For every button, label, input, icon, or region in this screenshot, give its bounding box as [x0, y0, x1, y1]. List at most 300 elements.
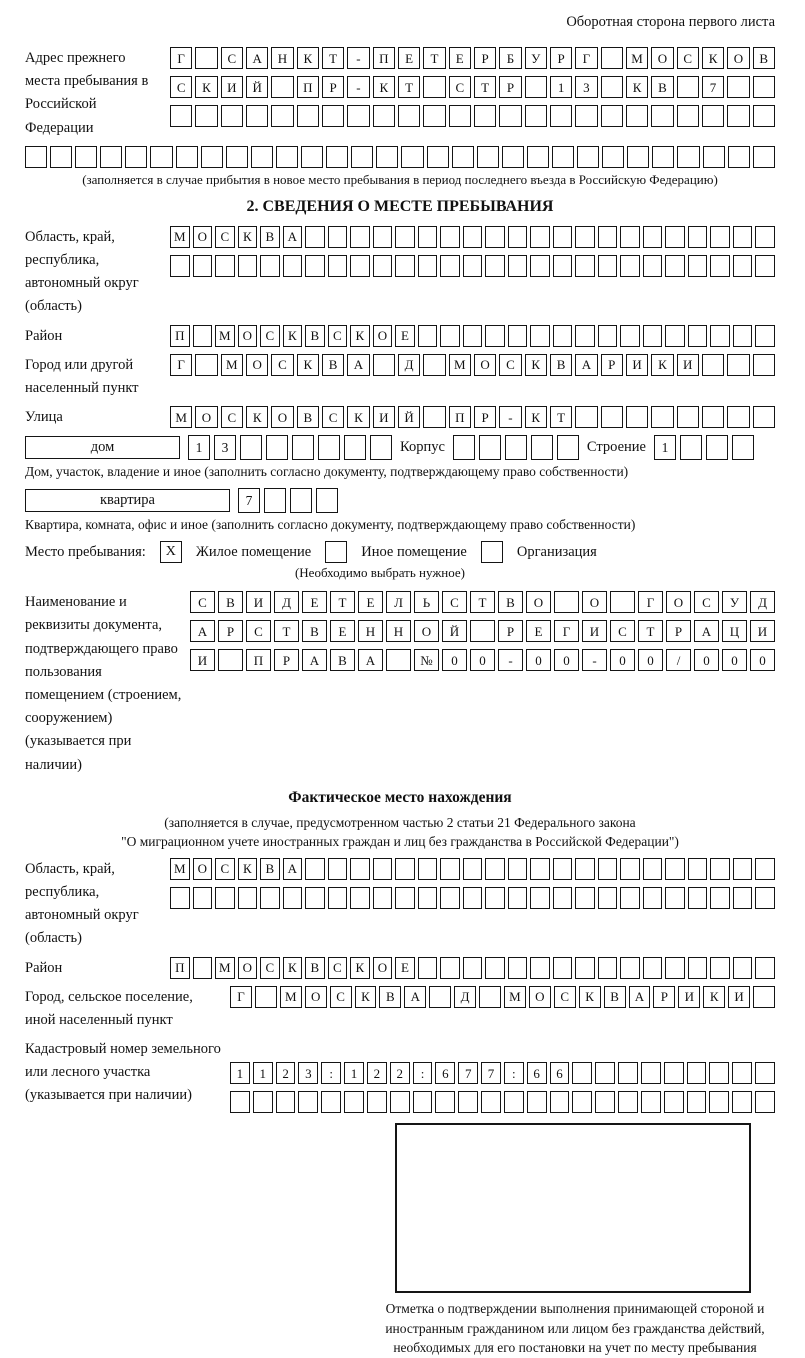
char-cell[interactable] [427, 146, 449, 168]
char-cell[interactable]: С [322, 406, 344, 428]
char-cell[interactable]: В [218, 591, 243, 613]
char-cell[interactable]: К [355, 986, 377, 1008]
char-cell[interactable]: С [328, 957, 348, 979]
char-cell[interactable] [709, 1062, 729, 1084]
char-cell[interactable]: А [190, 620, 215, 642]
char-cell[interactable]: Т [398, 76, 420, 98]
char-cell[interactable]: 0 [554, 649, 579, 671]
char-cell[interactable] [276, 146, 298, 168]
char-cell[interactable] [553, 255, 573, 277]
char-cell[interactable] [193, 957, 213, 979]
char-cell[interactable] [665, 226, 685, 248]
char-cell[interactable]: Т [474, 76, 496, 98]
char-cell[interactable] [688, 325, 708, 347]
char-cell[interactable] [193, 887, 213, 909]
char-cell[interactable] [601, 47, 623, 69]
char-cell[interactable]: 7 [481, 1062, 501, 1084]
char-cell[interactable] [620, 887, 640, 909]
char-cell[interactable]: 2 [276, 1062, 296, 1084]
char-cell[interactable] [463, 226, 483, 248]
char-cell[interactable] [328, 858, 348, 880]
char-cell[interactable]: С [442, 591, 467, 613]
char-cell[interactable] [479, 435, 501, 460]
char-cell[interactable] [321, 1091, 341, 1113]
char-cell[interactable] [170, 255, 190, 277]
char-cell[interactable]: Д [454, 986, 476, 1008]
char-cell[interactable] [620, 858, 640, 880]
char-cell[interactable]: 1 [230, 1062, 250, 1084]
char-cell[interactable]: В [651, 76, 673, 98]
char-cell[interactable] [664, 1091, 684, 1113]
char-cell[interactable]: К [297, 354, 319, 376]
char-cell[interactable] [598, 957, 618, 979]
char-cell[interactable]: 0 [470, 649, 495, 671]
char-cell[interactable] [283, 255, 303, 277]
char-cell[interactable]: Е [330, 620, 355, 642]
char-cell[interactable]: О [651, 47, 673, 69]
char-cell[interactable] [298, 1091, 318, 1113]
char-cell[interactable]: 3 [298, 1062, 318, 1084]
char-cell[interactable] [508, 957, 528, 979]
char-cell[interactable] [601, 76, 623, 98]
char-cell[interactable] [688, 887, 708, 909]
char-cell[interactable] [702, 406, 724, 428]
char-cell[interactable]: : [321, 1062, 341, 1084]
char-cell[interactable] [595, 1062, 615, 1084]
char-cell[interactable]: О [305, 986, 327, 1008]
char-cell[interactable]: П [246, 649, 271, 671]
char-cell[interactable]: С [677, 47, 699, 69]
char-cell[interactable]: 1 [188, 435, 210, 460]
char-cell[interactable] [550, 1091, 570, 1113]
char-cell[interactable] [665, 325, 685, 347]
char-cell[interactable]: К [283, 325, 303, 347]
char-cell[interactable] [557, 435, 579, 460]
char-cell[interactable] [418, 325, 438, 347]
char-cell[interactable] [530, 255, 550, 277]
char-cell[interactable] [240, 435, 262, 460]
char-cell[interactable]: 2 [367, 1062, 387, 1084]
char-cell[interactable]: О [246, 354, 268, 376]
char-cell[interactable]: Р [499, 76, 521, 98]
char-cell[interactable]: У [525, 47, 547, 69]
ulitsa-row[interactable] [170, 406, 775, 428]
char-cell[interactable]: К [703, 986, 725, 1008]
checkbox-zhiloe[interactable]: X [160, 541, 182, 563]
char-cell[interactable] [553, 226, 573, 248]
char-cell[interactable] [530, 325, 550, 347]
char-cell[interactable] [226, 146, 248, 168]
char-cell[interactable]: А [246, 47, 268, 69]
char-cell[interactable] [665, 858, 685, 880]
char-cell[interactable] [755, 1091, 775, 1113]
char-cell[interactable] [283, 887, 303, 909]
char-cell[interactable] [458, 1091, 478, 1113]
char-cell[interactable] [350, 858, 370, 880]
char-cell[interactable]: С [260, 957, 280, 979]
char-cell[interactable] [50, 146, 72, 168]
dom-cells[interactable] [188, 435, 392, 460]
char-cell[interactable] [643, 226, 663, 248]
char-cell[interactable]: 0 [526, 649, 551, 671]
char-cell[interactable] [218, 649, 243, 671]
char-cell[interactable] [485, 325, 505, 347]
char-cell[interactable]: Д [750, 591, 775, 613]
char-cell[interactable]: И [246, 591, 271, 613]
char-cell[interactable] [620, 226, 640, 248]
char-cell[interactable]: И [373, 406, 395, 428]
char-cell[interactable]: А [302, 649, 327, 671]
char-cell[interactable] [463, 255, 483, 277]
char-cell[interactable] [595, 1091, 615, 1113]
char-cell[interactable] [260, 887, 280, 909]
char-cell[interactable]: В [305, 325, 325, 347]
fact-gorod-row[interactable] [230, 986, 775, 1008]
char-cell[interactable]: О [271, 406, 293, 428]
char-cell[interactable]: Т [322, 47, 344, 69]
char-cell[interactable] [395, 887, 415, 909]
char-cell[interactable] [643, 325, 663, 347]
char-cell[interactable] [401, 146, 423, 168]
char-cell[interactable] [688, 226, 708, 248]
char-cell[interactable]: М [280, 986, 302, 1008]
char-cell[interactable] [755, 858, 775, 880]
stroenie-cells[interactable] [654, 435, 754, 460]
char-cell[interactable]: 0 [750, 649, 775, 671]
char-cell[interactable]: Т [470, 591, 495, 613]
char-cell[interactable] [575, 226, 595, 248]
char-cell[interactable] [732, 1091, 752, 1113]
char-cell[interactable]: 3 [575, 76, 597, 98]
char-cell[interactable]: С [499, 354, 521, 376]
char-cell[interactable] [530, 226, 550, 248]
char-cell[interactable]: А [347, 354, 369, 376]
char-cell[interactable] [395, 226, 415, 248]
char-cell[interactable] [193, 255, 213, 277]
fact-oblast-row-1[interactable] [170, 858, 775, 880]
char-cell[interactable]: О [474, 354, 496, 376]
char-cell[interactable]: А [694, 620, 719, 642]
char-cell[interactable]: - [347, 47, 369, 69]
char-cell[interactable]: Г [554, 620, 579, 642]
char-cell[interactable] [301, 146, 323, 168]
char-cell[interactable] [575, 406, 597, 428]
char-cell[interactable] [100, 146, 122, 168]
char-cell[interactable]: М [215, 325, 235, 347]
char-cell[interactable] [575, 255, 595, 277]
char-cell[interactable] [755, 226, 775, 248]
kadastr-row-1[interactable] [230, 1062, 775, 1084]
char-cell[interactable] [553, 957, 573, 979]
char-cell[interactable] [598, 226, 618, 248]
doc-row-3[interactable] [190, 649, 775, 671]
char-cell[interactable] [665, 255, 685, 277]
char-cell[interactable] [530, 887, 550, 909]
char-cell[interactable]: П [170, 325, 190, 347]
char-cell[interactable]: 3 [214, 435, 236, 460]
char-cell[interactable]: П [373, 47, 395, 69]
char-cell[interactable]: С [221, 47, 243, 69]
char-cell[interactable]: С [449, 76, 471, 98]
char-cell[interactable]: О [727, 47, 749, 69]
char-cell[interactable]: Й [246, 76, 268, 98]
char-cell[interactable] [322, 105, 344, 127]
char-cell[interactable]: О [193, 226, 213, 248]
char-cell[interactable] [680, 435, 702, 460]
char-cell[interactable] [423, 354, 445, 376]
char-cell[interactable] [626, 105, 648, 127]
char-cell[interactable] [508, 255, 528, 277]
stamp-box[interactable] [395, 1123, 751, 1293]
char-cell[interactable] [618, 1062, 638, 1084]
char-cell[interactable] [344, 435, 366, 460]
char-cell[interactable]: К [651, 354, 673, 376]
char-cell[interactable]: Р [653, 986, 675, 1008]
char-cell[interactable] [386, 649, 411, 671]
char-cell[interactable]: О [373, 325, 393, 347]
char-cell[interactable]: В [260, 858, 280, 880]
char-cell[interactable]: / [666, 649, 691, 671]
char-cell[interactable]: А [629, 986, 651, 1008]
char-cell[interactable] [398, 105, 420, 127]
char-cell[interactable] [418, 255, 438, 277]
char-cell[interactable] [423, 406, 445, 428]
char-cell[interactable] [271, 105, 293, 127]
char-cell[interactable] [176, 146, 198, 168]
char-cell[interactable]: Г [170, 47, 192, 69]
char-cell[interactable] [305, 858, 325, 880]
char-cell[interactable] [598, 325, 618, 347]
prev-address-row-4[interactable] [25, 146, 775, 168]
char-cell[interactable] [733, 255, 753, 277]
oblast-row-2[interactable] [170, 255, 775, 277]
char-cell[interactable]: И [626, 354, 648, 376]
prev-address-row-2[interactable] [170, 76, 775, 98]
char-cell[interactable] [753, 105, 775, 127]
char-cell[interactable]: Р [601, 354, 623, 376]
char-cell[interactable] [470, 620, 495, 642]
char-cell[interactable] [297, 105, 319, 127]
char-cell[interactable] [525, 105, 547, 127]
char-cell[interactable]: К [626, 76, 648, 98]
char-cell[interactable]: Р [322, 76, 344, 98]
char-cell[interactable]: И [221, 76, 243, 98]
char-cell[interactable]: С [246, 620, 271, 642]
char-cell[interactable]: И [678, 986, 700, 1008]
char-cell[interactable] [643, 887, 663, 909]
char-cell[interactable]: Р [474, 406, 496, 428]
char-cell[interactable]: С [260, 325, 280, 347]
char-cell[interactable]: В [302, 620, 327, 642]
checkbox-organizatsiya[interactable] [481, 541, 503, 563]
char-cell[interactable]: К [297, 47, 319, 69]
char-cell[interactable]: 0 [442, 649, 467, 671]
char-cell[interactable]: Р [474, 47, 496, 69]
char-cell[interactable] [215, 255, 235, 277]
char-cell[interactable] [328, 887, 348, 909]
char-cell[interactable]: Г [170, 354, 192, 376]
char-cell[interactable]: П [170, 957, 190, 979]
char-cell[interactable] [418, 957, 438, 979]
char-cell[interactable] [395, 858, 415, 880]
char-cell[interactable]: М [626, 47, 648, 69]
char-cell[interactable] [305, 255, 325, 277]
char-cell[interactable] [429, 986, 451, 1008]
char-cell[interactable]: : [413, 1062, 433, 1084]
char-cell[interactable] [413, 1091, 433, 1113]
char-cell[interactable] [373, 858, 393, 880]
char-cell[interactable] [755, 255, 775, 277]
char-cell[interactable] [530, 858, 550, 880]
char-cell[interactable]: Р [550, 47, 572, 69]
char-cell[interactable] [463, 325, 483, 347]
char-cell[interactable]: К [579, 986, 601, 1008]
char-cell[interactable] [627, 146, 649, 168]
char-cell[interactable] [643, 957, 663, 979]
char-cell[interactable]: Б [499, 47, 521, 69]
char-cell[interactable] [367, 1091, 387, 1113]
char-cell[interactable] [376, 146, 398, 168]
char-cell[interactable] [463, 858, 483, 880]
char-cell[interactable] [550, 105, 572, 127]
char-cell[interactable] [665, 957, 685, 979]
char-cell[interactable] [504, 1091, 524, 1113]
char-cell[interactable] [527, 1091, 547, 1113]
char-cell[interactable] [266, 435, 288, 460]
char-cell[interactable]: 1 [654, 435, 676, 460]
char-cell[interactable] [395, 255, 415, 277]
char-cell[interactable]: 6 [550, 1062, 570, 1084]
char-cell[interactable]: Р [666, 620, 691, 642]
char-cell[interactable]: М [215, 957, 235, 979]
char-cell[interactable]: А [575, 354, 597, 376]
char-cell[interactable]: - [582, 649, 607, 671]
char-cell[interactable] [440, 226, 460, 248]
char-cell[interactable]: К [238, 226, 258, 248]
char-cell[interactable]: - [498, 649, 523, 671]
char-cell[interactable] [150, 146, 172, 168]
char-cell[interactable]: Е [526, 620, 551, 642]
char-cell[interactable]: В [297, 406, 319, 428]
char-cell[interactable]: Е [398, 47, 420, 69]
char-cell[interactable]: Т [550, 406, 572, 428]
char-cell[interactable] [598, 255, 618, 277]
char-cell[interactable] [271, 76, 293, 98]
char-cell[interactable] [652, 146, 674, 168]
char-cell[interactable]: - [499, 406, 521, 428]
char-cell[interactable]: К [525, 406, 547, 428]
char-cell[interactable] [755, 957, 775, 979]
char-cell[interactable] [485, 887, 505, 909]
char-cell[interactable]: К [702, 47, 724, 69]
char-cell[interactable] [170, 887, 190, 909]
char-cell[interactable]: О [373, 957, 393, 979]
char-cell[interactable]: Т [638, 620, 663, 642]
char-cell[interactable]: Н [358, 620, 383, 642]
char-cell[interactable] [479, 986, 501, 1008]
char-cell[interactable]: Е [449, 47, 471, 69]
char-cell[interactable] [753, 76, 775, 98]
char-cell[interactable] [508, 325, 528, 347]
char-cell[interactable] [755, 887, 775, 909]
char-cell[interactable] [733, 325, 753, 347]
char-cell[interactable] [350, 887, 370, 909]
char-cell[interactable] [602, 146, 624, 168]
char-cell[interactable] [531, 435, 553, 460]
char-cell[interactable] [598, 887, 618, 909]
char-cell[interactable] [440, 255, 460, 277]
char-cell[interactable] [195, 105, 217, 127]
char-cell[interactable] [474, 105, 496, 127]
char-cell[interactable]: В [322, 354, 344, 376]
char-cell[interactable]: Й [442, 620, 467, 642]
char-cell[interactable] [25, 146, 47, 168]
char-cell[interactable]: Р [274, 649, 299, 671]
char-cell[interactable]: К [525, 354, 547, 376]
char-cell[interactable] [575, 957, 595, 979]
char-cell[interactable]: Р [498, 620, 523, 642]
char-cell[interactable] [328, 255, 348, 277]
char-cell[interactable] [351, 146, 373, 168]
char-cell[interactable]: Н [386, 620, 411, 642]
char-cell[interactable] [452, 146, 474, 168]
char-cell[interactable] [728, 146, 750, 168]
char-cell[interactable] [755, 325, 775, 347]
char-cell[interactable] [418, 887, 438, 909]
char-cell[interactable] [732, 435, 754, 460]
char-cell[interactable]: О [529, 986, 551, 1008]
char-cell[interactable] [688, 255, 708, 277]
char-cell[interactable]: С [610, 620, 635, 642]
char-cell[interactable]: О [414, 620, 439, 642]
char-cell[interactable] [418, 858, 438, 880]
char-cell[interactable]: М [170, 226, 190, 248]
char-cell[interactable] [502, 146, 524, 168]
char-cell[interactable] [440, 325, 460, 347]
char-cell[interactable]: Ь [414, 591, 439, 613]
char-cell[interactable]: О [195, 406, 217, 428]
char-cell[interactable] [221, 105, 243, 127]
char-cell[interactable]: В [604, 986, 626, 1008]
char-cell[interactable]: С [190, 591, 215, 613]
char-cell[interactable]: К [373, 76, 395, 98]
char-cell[interactable] [305, 226, 325, 248]
doc-row-2[interactable] [190, 620, 775, 642]
char-cell[interactable] [373, 105, 395, 127]
char-cell[interactable]: К [238, 858, 258, 880]
char-cell[interactable] [463, 887, 483, 909]
char-cell[interactable] [290, 488, 312, 513]
char-cell[interactable] [292, 435, 314, 460]
char-cell[interactable]: Ц [722, 620, 747, 642]
char-cell[interactable]: 0 [722, 649, 747, 671]
fact-oblast-row-2[interactable] [170, 887, 775, 909]
char-cell[interactable] [201, 146, 223, 168]
char-cell[interactable] [373, 255, 393, 277]
char-cell[interactable] [626, 406, 648, 428]
char-cell[interactable]: 2 [390, 1062, 410, 1084]
char-cell[interactable] [390, 1091, 410, 1113]
char-cell[interactable] [195, 354, 217, 376]
char-cell[interactable]: М [221, 354, 243, 376]
char-cell[interactable]: А [358, 649, 383, 671]
char-cell[interactable] [641, 1062, 661, 1084]
char-cell[interactable] [727, 354, 749, 376]
char-cell[interactable]: К [350, 325, 370, 347]
char-cell[interactable]: М [449, 354, 471, 376]
char-cell[interactable] [702, 354, 724, 376]
char-cell[interactable]: Л [386, 591, 411, 613]
